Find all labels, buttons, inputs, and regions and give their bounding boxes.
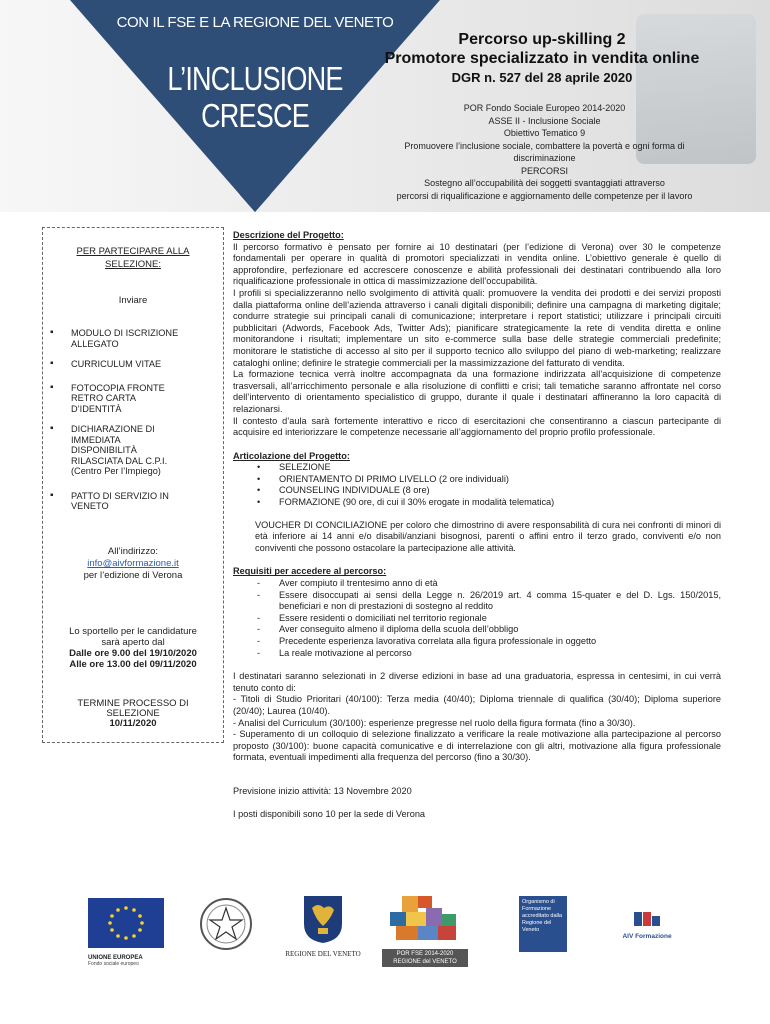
- mosaic-icon: [382, 892, 468, 944]
- structure-list: [233, 462, 721, 508]
- eu-logo: UNIONE EUROPEA Fondo sociale europeo: [88, 898, 164, 967]
- documents-list: [43, 328, 223, 512]
- description-paragraph: La formazione tecnica verrà inoltre accompagnata da una formazione indirizzata all’acquisizione di competenze trasversali, all’arricchimento personale e alla risoluzione di conflitti e crisi; tali tematiche saranno affrontate nel corso dell’intervento di orientamento specialistico di gruppo, durante il quale i destinatari affineranno la loro capacità di relazionarsi.: [233, 369, 721, 414]
- lion-shield-icon: [300, 894, 346, 944]
- aiv-logo: AIV Formazione: [608, 910, 686, 940]
- course-title-line2: Promotore specializzato in vendita online: [384, 50, 700, 67]
- description-paragraph: Il contesto d’aula sarà fortemente interattivo e ricco di esercitazioni che consentiranno a ciascun partecipante di acquisire ed interiorizzare le competenze necessarie all’aggiornamento del proprio profilo professionale.: [233, 415, 721, 438]
- course-heading: [372, 30, 712, 85]
- main-content: [233, 230, 721, 820]
- aiv-mark-icon: [632, 910, 662, 928]
- dgr-reference: DGR n. 527 del 28 aprile 2020: [451, 70, 633, 85]
- structure-title: Articolazione del Progetto:: [233, 450, 350, 461]
- contact-block: All’indirizzo: info@aivformazione.it per l’edizione di Verona: [83, 546, 183, 581]
- header-tagline: CON IL FSE E LA REGIONE DEL VENETO: [116, 14, 394, 31]
- selection-paragraph: - Superamento di un colloquio di selezione finalizzato a verificare la reale motivazione alla partecipazione al percorso proposto (30/100): buone capacità comunicative e di interrelazione con gli altri, motivazione alla figura professionale formata, eventuali impedimenti alla frequenza del percorso (fino a 30/30).: [233, 729, 721, 763]
- voucher-note: VOUCHER DI CONCILIAZIONE per coloro che dimostrino di avere responsabilità di cura nei confronti di minori di età inferiore ai 14 anni e/o disabili/anziani bisognosi, parenti o affini entro il terzo grado, conviventi e/o non conviventi che possono ostacolare la partecipazione alle attività.: [255, 519, 721, 553]
- selection-paragraph: - Analisi del Curriculum (30/100): esperienze pregresse nel ruolo della figura formata (fino a 30/30).: [233, 717, 636, 728]
- list-item: • FORMAZIONE (90 ore, di cui il 30% erogate in modalità telematica): [233, 497, 721, 509]
- selection-paragraph: I destinatari saranno selezionati in 2 diverse edizioni in base ad una graduatoria, espressa in centesimi, in cui verrà tenuto conto di:: [233, 671, 721, 693]
- start-date: Previsione inizio attività: 13 Novembre 2020: [233, 785, 412, 796]
- list-item: - Aver compiuto il trentesimo anno di età: [233, 578, 721, 590]
- star-emblem-icon: [198, 896, 254, 952]
- course-title-line1: Percorso up-skilling 2: [458, 31, 626, 48]
- accreditation-badge: Organismo di Formazione accreditato dalla Regione del Veneto: [519, 896, 567, 952]
- list-item: - Precedente esperienza lavorativa correlata alla figura professionale in oggetto: [233, 636, 721, 648]
- requirements-title: Requisiti per accedere al percorso:: [233, 566, 387, 577]
- logos-bar: [0, 890, 770, 970]
- selection-deadline: TERMINE PROCESSO DI SELEZIONE 10/11/2020: [77, 698, 189, 729]
- list-item: ▪ FOTOCOPIA FRONTE RETRO CARTA D’IDENTITÀ: [43, 383, 181, 415]
- description-title: Descrizione del Progetto:: [233, 230, 344, 240]
- description-paragraph: Il percorso formativo è pensato per fornire ai 10 destinatari (per l’edizione di Verona) over 30 le competenze fondamentali per operare in qualità di promotori specializzati in vendita online. L’obiettivo generale è quello di approfondire, perfezionare ed accrescere conoscenze e abilità professionali dei destinatari contribuendo alla loro riqualificazione professionale in ottica di massimizzazione dell’occupabilità.: [233, 241, 721, 287]
- send-label: Inviare: [118, 295, 148, 306]
- list-item: - La reale motivazione al percorso: [233, 648, 721, 660]
- list-item: ▪ DICHIARAZIONE DI IMMEDIATA DISPONIBILITÀ RILASCIATA DAL C.P.I. (Centro Per l’Impiego): [43, 424, 183, 477]
- campaign-title: L’INCLUSIONE CRESCE: [167, 60, 343, 134]
- veneto-logo: REGIONE DEL VENETO: [283, 894, 363, 958]
- eu-flag-icon: [88, 898, 164, 948]
- list-item: • ORIENTAMENTO DI PRIMO LIVELLO (2 ore individuali): [233, 474, 721, 486]
- available-places: I posti disponibili sono 10 per la sede di Verona: [233, 808, 426, 819]
- office-hours: Lo sportello per le candidature sarà aperto dal Dalle ore 9.00 del 19/10/2020 Alle ore 13.00 del 09/11/2020: [69, 626, 197, 670]
- list-item: ▪ PATTO DI SERVIZIO IN VENETO: [43, 491, 183, 512]
- list-item: • SELEZIONE: [233, 462, 721, 474]
- list-item: ▪ MODULO DI ISCRIZIONE ALLEGATO: [43, 328, 181, 349]
- requirements-list: [233, 578, 721, 659]
- italian-republic-emblem: [198, 896, 254, 957]
- list-item: • COUNSELING INDIVIDUALE (8 ore): [233, 485, 721, 497]
- list-item: - Essere residenti o domiciliati nel territorio regionale: [233, 613, 721, 625]
- list-item: - Essere disoccupati ai sensi della Legge n. 26/2019 art. 4 comma 15-quater e del D. Lgs. 150/2015, beneficiari e non di prestazioni di sostegno al reddito: [233, 590, 721, 613]
- description-paragraph: I profili si specializzeranno nello svolgimento di attività quali: promuovere la vendita dei prodotti e dei servizi proposti dalla piattaforma online dell’azienda attraverso i canali digitali disponibili; definire una campagna di marketing digitale; condurre strategie sui principali canali di comunicazione; interpretare i report statistici; utilizzare i principali circuiti pubblicitari (Adwords, Facebook Ads, Twitter Ads); pianificare strategicamente la rete di vendita diretta e online monitorandone i risultati; implementare un sito e-commerce sulla base delle strategie commerciali predefinite; monitorare le statistiche di accesso al sito per il supporto tecnico allo sviluppo del piano di web-marketing; realizzare cataloghi online; definire le strategie commerciali per la massimizzazione del fatturato di vendita.: [233, 287, 721, 368]
- selection-paragraph: - Titoli di Studio Prioritari (40/100): Terza media (40/40); Diploma triennale di qualifica (30/40); Diploma superiore (20/40); Laurea (10/40).: [233, 694, 721, 716]
- list-item: ▪ CURRICULUM VITAE: [43, 359, 223, 370]
- program-info: POR Fondo Sociale Europeo 2014-2020 ASSE II - Inclusione Sociale Obiettivo Tematico 9 Promuovere l’inclusione sociale, combattere la povertà e ogni forma di discriminazione PERCORSI Sostegno all’occupabilità dei soggetti svantaggiati attraverso percorsi di riqualificazione e aggiornamento delle competenze per il lavoro: [396, 103, 693, 201]
- list-item: - Aver conseguito almeno il diploma della scuola dell’obbligo: [233, 624, 721, 636]
- application-sidebar: [42, 227, 224, 743]
- apply-heading: PER PARTECIPARE ALLA SELEZIONE:: [76, 246, 190, 270]
- por-fse-logo: POR FSE 2014-2020 REGIONE del VENETO: [382, 892, 468, 967]
- email-link[interactable]: info@aivformazione.it: [87, 558, 179, 569]
